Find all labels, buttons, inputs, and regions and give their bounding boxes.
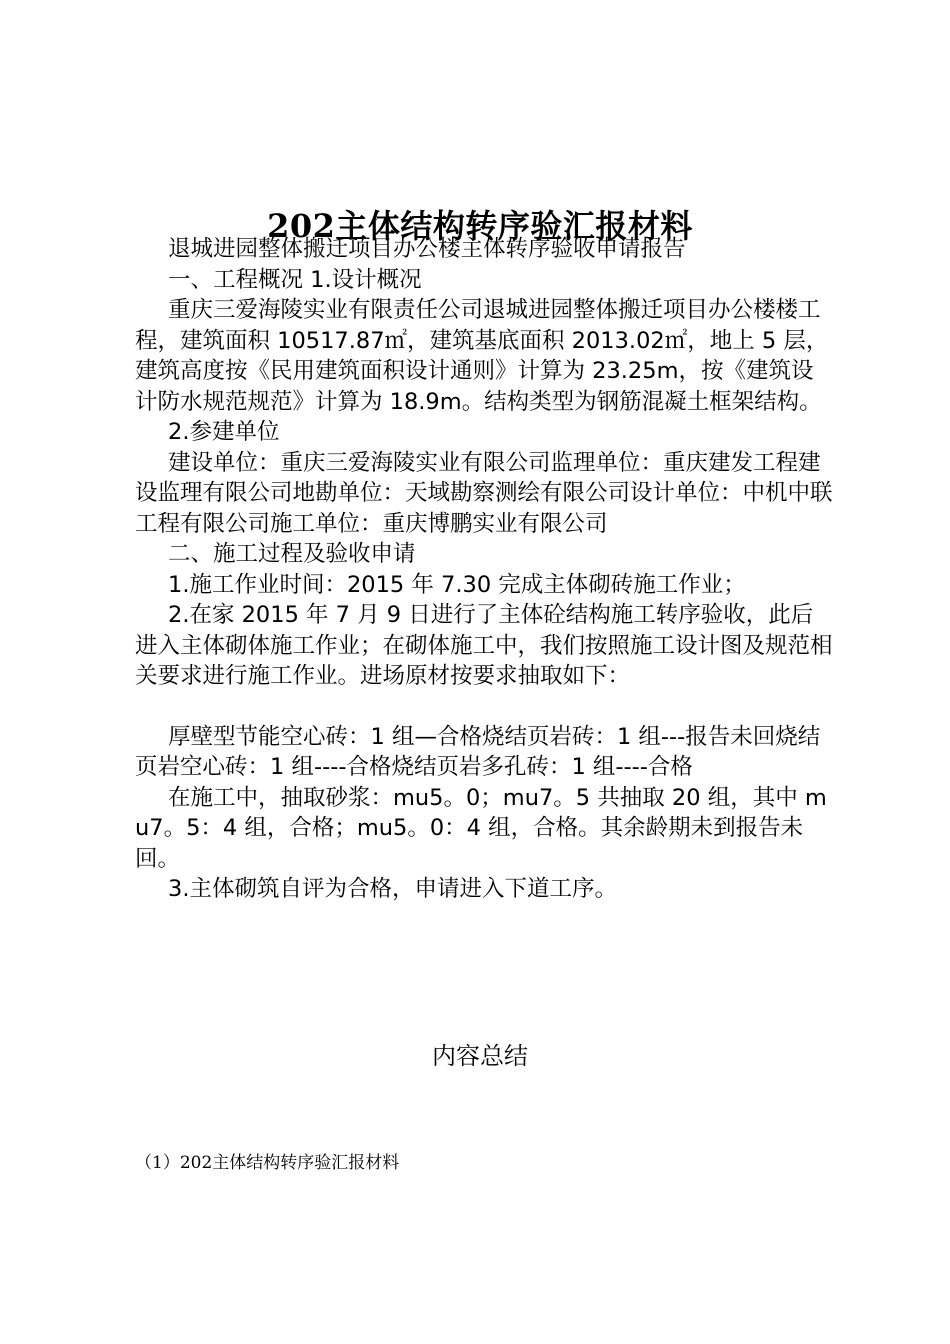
section-heading-construction: 二、施工过程及验收申请	[168, 541, 416, 567]
paragraph-self-evaluation: 3.主体砌筑自评为合格，申请进入下道工序。	[168, 876, 617, 902]
paragraph-acceptance: 2.在家 2015 年 7 月 9 日进行了主体砼结构施工转序验收，此后进入主体砌体施工作业；在砌体施工中，我们按照施工设计图及规范相关要求进行施工作业。进场原材按要求抽取如下：	[135, 602, 833, 689]
section-heading-units: 2.参建单位	[168, 419, 280, 445]
paragraph-participating-units: 建设单位：重庆三爱海陵实业有限公司监理单位：重庆建发工程建设监理有限公司地勘单位：天域勘察测绘有限公司设计单位：中机中联工程有限公司施工单位：重庆博鹏实业有限公司	[135, 449, 833, 537]
paragraph-brick-samples: 厚壁型节能空心砖：1 组—合格烧结页岩砖：1 组---报告未回烧结页岩空心砖：1 组----合格烧结页岩多孔砖：1 组----合格	[135, 723, 821, 780]
document-body	[135, 234, 835, 905]
report-subtitle: 退城进园整体搬迁项目办公楼主体转序验收申请报告	[168, 236, 686, 262]
summary-heading: 内容总结	[432, 1042, 528, 1070]
section-heading-overview: 一、工程概况 1.设计概况	[168, 266, 422, 293]
paragraph-work-time: 1.施工作业时间：2015 年 7.30 完成主体砌砖施工作业；	[168, 571, 746, 598]
paragraph-design-overview: 重庆三爱海陵实业有限责任公司退城进园整体搬迁项目办公楼楼工程，建筑面积 10517.87㎡，建筑基底面积 2013.02㎡，地上 5 层，建筑高度按《民用建筑面积设计通则》计算为 23.25m，按《建筑设计防水规范规范》计算为 18.9m。结构类型为钢筋混凝土框架结构。	[135, 297, 829, 415]
summary-item: （1）202主体结构转序验汇报材料	[135, 1153, 400, 1173]
paragraph-mortar-samples: 在施工中，抽取砂浆：mu5。0；mu7。5 共抽取 20 组，其中 mu7。5：4 组，合格；mu5。0：4 组，合格。其余龄期未到报告未回。	[135, 784, 827, 872]
document-title: 202主体结构转序验汇报材料	[267, 207, 693, 246]
